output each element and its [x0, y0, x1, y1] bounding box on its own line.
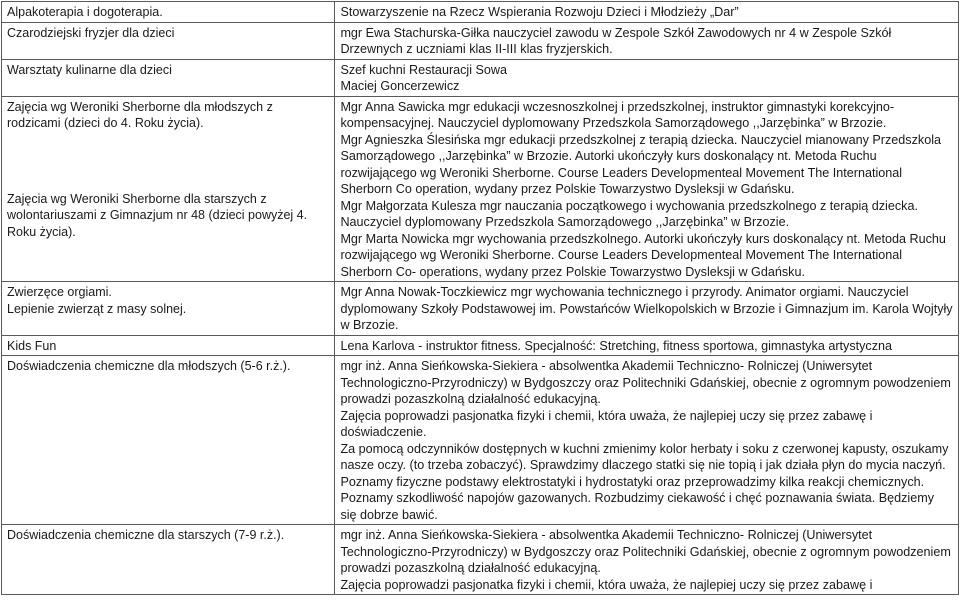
instructor-text: Mgr Małgorzata Kulesza mgr nauczania początkowego i wychowania przedszkolnego z terapią dziecka. Nauczyciel dyplomowany Przedszkola Samorządowego ,,Jarzębinka” w Brzozie.	[340, 198, 918, 229]
table-row	[2, 59, 959, 96]
instructor-cell	[335, 525, 959, 595]
table-row	[2, 96, 959, 282]
activity-title: Warsztaty kulinarne dla dzieci	[7, 62, 172, 77]
activity-cell	[2, 335, 335, 356]
table-row	[2, 335, 959, 356]
activity-title: Zajęcia wg Weroniki Sherborne dla starszych z wolontariuszami z Gimnazjum nr 48 (dzieci powyżej 4. Roku życia).	[7, 191, 308, 239]
activity-title: Alpakoterapia i dogoterapia.	[7, 5, 163, 19]
instructor-text: Mgr Anna Sawicka mgr edukacji wczesnoszkolnej i przedszkolnej, instruktor gimnastyki korekcyjno-kompensacyjnej. Nauczyciel dyplomowany Przedszkola Samorządowego ,,Jarzębinka” w Brzozie.	[340, 99, 895, 130]
table-row	[2, 356, 959, 525]
instructor-text: Mgr Agnieszka Ślesińska mgr edukacji przedszkolnej z terapią dziecka. Nauczyciel mianowany Przedszkola Samorządowego ,,Jarzębinka” w Brzozie. Autorki ukończyły kurs doskonalący nt. Metoda Ruchu rozwijającego wg Weroniki Sherborne. Course Leaders Developmenteal Movement The International Sherborn Co operation, wydany przez Polskie Towarzystwo Dysleksji w Gdańsku.	[340, 132, 942, 196]
table-row	[2, 282, 959, 336]
description-text: Zajęcia poprowadzi pasjonatka fizyki i chemii, która uważa, że najlepiej uczy się przez zabawę i doświadczenie.	[340, 408, 873, 439]
activity-title: Kids Fun	[7, 338, 57, 353]
instructor-text: Mgr Marta Nowicka mgr wychowania przedszkolnego. Autorki ukończyły kurs doskonalący nt. Metoda Ruchu rozwijającego wg Weroniki Sherborne. Course Leaders Developmenteal Movement The International Sherborn Co- operations, wydany przez Polskie Towarzystwo Dysleksji w Gdańsku.	[340, 231, 946, 279]
activity-title: Doświadczenia chemiczne dla młodszych (5-6 r.ż.).	[7, 359, 291, 373]
instructor-cell	[335, 22, 959, 59]
instructor-cell	[335, 2, 959, 23]
activity-cell	[2, 22, 335, 59]
activity-cell	[2, 356, 335, 525]
activity-title: Czarodziejski fryzjer dla dzieci	[7, 25, 175, 40]
activity-cell	[2, 525, 335, 595]
activity-title: Zajęcia wg Weroniki Sherborne dla młodszych z rodzicami (dzieci do 4. Roku życia).	[7, 99, 273, 130]
instructor-text: Stowarzyszenie na Rzecz Wspierania Rozwoju Dzieci i Młodzieży „Dar”	[340, 5, 739, 19]
instructor-cell	[335, 96, 959, 282]
instructor-cell	[335, 335, 959, 356]
description-text: Za pomocą odczynników dostępnych w kuchni zmienimy kolor herbaty i soku z czerwonej kapusty, oszukamy nasze oczy. (to trzeba zobaczyć). Sprawdzimy dlaczego statki się nie topią i jak działa płyn do mycia naczyń. Poznamy fizyczne podstawy elektrostatyki i hydrostatyki oraz przeprowadzimy kilka reakcji chemicznych. Poznamy szkodliwość napojów gazowanych. Rozbudzimy ciekawość i chęć poznawania świata. Będziemy się dobrze bawić.	[340, 441, 949, 522]
table-row	[2, 22, 959, 59]
activity-cell	[2, 96, 335, 282]
table-row	[2, 2, 959, 23]
instructor-cell	[335, 356, 959, 525]
activity-cell	[2, 2, 335, 23]
program-table	[1, 1, 959, 595]
instructor-cell	[335, 282, 959, 336]
instructor-text: Mgr Anna Nowak-Toczkiewicz mgr wychowania technicznego i przyrody. Animator orgiami. Nauczyciel dyplomowany Szkoły Podstawowej im. Powstańców Wielkopolskich w Brzozie i Gimnazjum im. Karola Wojtyły w Brzozie.	[340, 285, 953, 332]
instructor-text: mgr inż. Anna Sieńkowska-Siekiera - absolwentka Akademii Techniczno- Rolniczej (Uniwersytet Technologiczno-Przyrodniczy) w Bydgoszczy oraz Politechniki Gdańskiej, obecnie z ogromnym powodzeniem prowadzi pozaszkolną działalność edukacyjną.	[340, 359, 951, 406]
instructor-cell	[335, 59, 959, 96]
activity-cell	[2, 282, 335, 336]
instructor-name: Maciej Goncerzewicz	[340, 79, 460, 93]
table-row	[2, 525, 959, 595]
activity-title: Doświadczenia chemiczne dla starszych (7-9 r.ż.).	[7, 528, 285, 542]
instructor-text: mgr Ewa Stachurska-Giłka nauczyciel zawodu w Zespole Szkół Zawodowych nr 4 w Zespole Szkół Drzewnych z uczniami klas II-III klas fryzjerskich.	[340, 25, 892, 56]
instructor-text: mgr inż. Anna Sieńkowska-Siekiera - absolwentka Akademii Techniczno- Rolniczej (Uniwersytet Technologiczno-Przyrodniczy) w Bydgoszczy oraz Politechniki Gdańskiej, obecnie z ogromnym powodzeniem prowadzi pozaszkolną działalność edukacyjną.	[340, 528, 951, 575]
instructor-text: Lena Karlova - instruktor fitness. Specjalność: Stretching, fitness sportowa, gimnastyka artystyczna	[340, 338, 893, 353]
activity-cell	[2, 59, 335, 96]
activity-title: Lepienie zwierząt z masy solnej.	[7, 301, 187, 316]
description-text: Zajęcia poprowadzi pasjonatka fizyki i chemii, która uważa, że najlepiej uczy się przez zabawę i	[340, 577, 873, 592]
activity-title: Zwierzęce orgiami.	[7, 285, 112, 299]
instructor-text: Szef kuchni Restauracji Sowa	[340, 62, 508, 77]
